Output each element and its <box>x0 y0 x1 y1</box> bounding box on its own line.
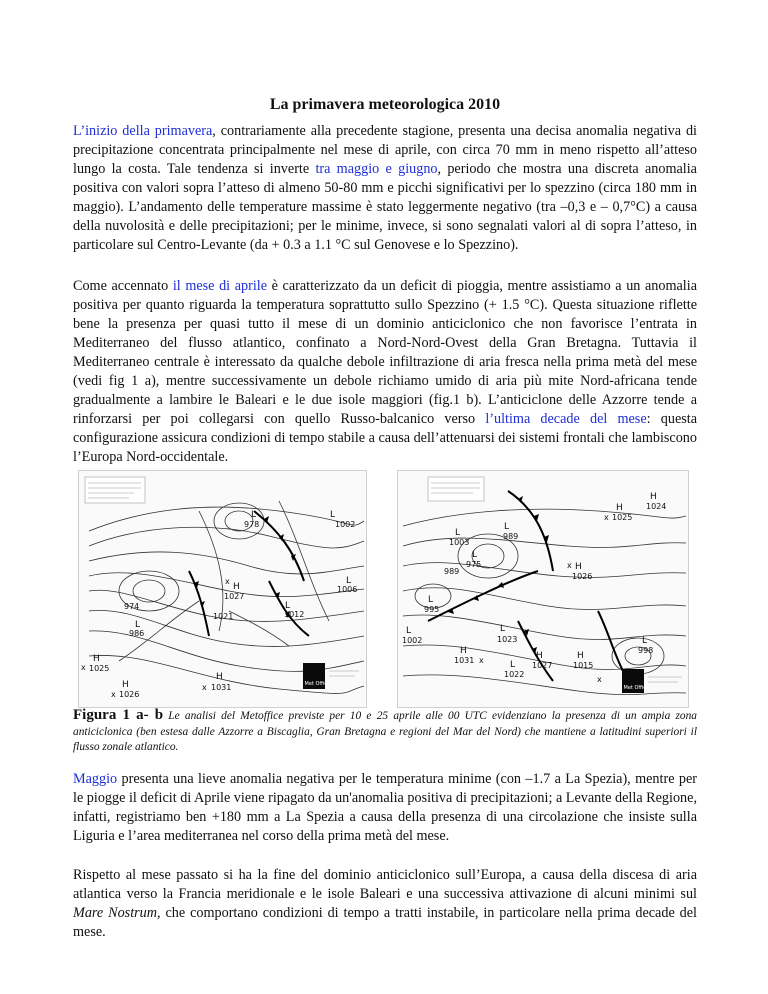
svg-text:x: x <box>479 656 484 665</box>
paragraph-rispetto <box>73 866 697 942</box>
svg-text:x: x <box>604 513 609 522</box>
svg-text:x: x <box>111 690 116 699</box>
map-b-label-975: 975 <box>466 560 482 569</box>
paragraph-intro-text-a: , contrariamente alla precedente stagione, presenta una decisa anomalia negativa di precipitazione concentrata principalmente nel mese di aprile, con circa 70 mm in meno rispetto all’atteso lungo la costa. Tale tendenza si inverte <box>73 123 697 177</box>
map-a-label-1025: 1025 <box>89 664 110 673</box>
svg-text:H: H <box>460 646 467 656</box>
svg-text:H: H <box>577 651 584 661</box>
svg-text:L: L <box>455 528 461 538</box>
weather-map-b <box>397 470 689 708</box>
map-b-label-1003: 1003 <box>449 538 470 547</box>
svg-text:x: x <box>567 561 572 570</box>
map-b-label-998: 998 <box>638 646 654 655</box>
map-b-label-1002: 1002 <box>402 636 423 645</box>
svg-text:L: L <box>504 522 510 532</box>
map-a-label-1021: 1021 <box>213 612 234 621</box>
weather-map-a <box>78 470 367 708</box>
map-a-label-974: 974 <box>124 602 140 611</box>
svg-text:H: H <box>122 680 129 690</box>
map-a-label-978: 978 <box>244 520 260 529</box>
link-inizio-primavera[interactable]: L’inizio della primavera <box>73 123 213 139</box>
link-ultima-decade[interactable]: l’ultima decade del mese <box>485 411 647 427</box>
map-a-label-1026: 1026 <box>119 690 140 699</box>
link-maggio-giugno[interactable]: tra maggio e giugno <box>315 161 438 177</box>
svg-text:L: L <box>406 626 412 636</box>
svg-text:L: L <box>428 595 434 605</box>
paragraph-maggio <box>73 770 697 846</box>
link-mese-aprile[interactable]: il mese di aprile <box>172 278 268 294</box>
map-b-label-1025: 1025 <box>612 513 633 522</box>
metoffice-logo-b: Met Office <box>623 685 650 691</box>
map-a-label-1027: 1027 <box>224 592 245 601</box>
map-b-label-1024: 1024 <box>646 502 667 511</box>
map-a-label-1031: 1031 <box>211 683 232 692</box>
svg-text:L: L <box>346 576 352 586</box>
svg-text:H: H <box>93 654 100 664</box>
paragraph-aprile <box>73 277 697 467</box>
paragraph-rispetto-text-a: Rispetto al mese passato si ha la fine del dominio anticiclonico sull’Europa, a causa della discesa di aria atlantica verso la Francia meridionale e le isole Baleari e una successiva attivazione di alcuni minimi sul <box>73 867 697 902</box>
svg-text:L: L <box>642 636 648 646</box>
map-b-label-1015: 1015 <box>573 661 594 670</box>
svg-text:L: L <box>251 510 257 520</box>
map-a-label-986: 986 <box>129 629 145 638</box>
svg-text:H: H <box>650 492 657 502</box>
svg-text:L: L <box>510 660 516 670</box>
paragraph-aprile-text-a: Come accennato <box>73 278 173 294</box>
paragraph-rispetto-text-b: , che comportano condizioni di tempo a tratti instabile, in particolare nella prima decade del mese. <box>73 905 697 940</box>
map-b-label-989b: 989 <box>444 567 460 576</box>
page-title: La primavera meteorologica 2010 <box>269 96 501 113</box>
map-b-label-989: 989 <box>503 532 519 541</box>
svg-text:L: L <box>330 510 336 520</box>
figure-label: Figura 1 a- b <box>73 707 164 723</box>
metoffice-logo-a: Met Office <box>304 681 331 687</box>
weather-map-a-graphic <box>79 471 366 707</box>
map-a-label-1012: 1012 <box>284 610 305 619</box>
map-b-label-1027: 1027 <box>532 661 553 670</box>
svg-text:L: L <box>135 620 141 630</box>
map-b-label-995: 995 <box>424 605 440 614</box>
figure-caption-text: Le analisi del Metoffice previste per 10 e 25 aprile alle 00 UTC evidenziano la presenza di un ampia zona anticiclonica (ben estesa dalle Azzorre a Biscaglia, Gran Bretagna e regioni del Mar del Nord) che mantiene a latitudini superiori il flusso zonale atlantico. <box>73 710 698 753</box>
map-a-label-1006: 1006 <box>337 585 358 594</box>
svg-text:x: x <box>597 675 602 684</box>
svg-text:H: H <box>575 562 582 572</box>
paragraph-intro-text-b: , periodo che mostra una discreta anomalia positiva con valori sopra l’atteso di almeno 50-80 mm e picchi significativi per lo spezzino (circa 180 mm in maggio). L’andamento delle temperature massime è stato leggermente negativo (tra –0,3 e – 0,7°C) a causa della nuvolosità e delle precipitazioni; per le minime, invece, si sono segnalati valori al di sopra l’atteso, in particolare sul Centro-Levante (da + 0.3 a 1.1 °C sul Genovese e lo Spezzino). <box>73 161 697 253</box>
link-maggio[interactable]: Maggio <box>73 771 118 787</box>
svg-text:H: H <box>216 672 223 682</box>
figure-caption <box>73 708 697 756</box>
svg-text:x: x <box>202 683 207 692</box>
map-b-label-1023: 1023 <box>497 635 518 644</box>
paragraph-aprile-text-b: è caratterizzato da un deficit di pioggia, mentre assistiamo a un anomalia positiva per quanto riguarda la temperatura soprattutto sullo Spezzino (+ 1.5 °C). Questa situazione riflette bene la presenza per quasi tutto il mese di un dominio anticiclonico che non favorisce l’entrata in Mediterraneo del flusso atlantico, confinato a Nord-Nord-Ovest della Gran Bretagna. Tuttavia il Mediterraneo centrale è interessato da qualche debole infiltrazione di aria fresca nella prima metà del mese (vedi fig 1 a), mentre successivamente un debole richiamo umido di aria più mite Nord-africana tende gradualmente a lambire le Baleari e le due isole maggiori (fig.1 b). L’anticiclone delle Azzorre tende a rinforzarsi per poi collegarsi con quello Russo-balcanico verso <box>73 278 697 427</box>
map-b-label-1031: 1031 <box>454 656 475 665</box>
paragraph-intro <box>73 122 697 255</box>
svg-text:H: H <box>536 651 543 661</box>
paragraph-maggio-text: presenta una lieve anomalia negativa per le temperatura minime (con –1.7 a La Spezia), mentre per le piogge il deficit di Aprile viene ripagato da un'anomalia positiva di precipitazioni; a Levante della Regione, infatti, registriamo ben +180 mm a La Spezia a causa della presenza di una circolazione che insiste sulla Liguria e l’area mediterranea nel corso della prima metà del mese. <box>73 771 697 844</box>
svg-text:L: L <box>500 624 506 634</box>
mare-nostrum-italic: Mare Nostrum <box>73 905 158 921</box>
map-a-label-1002: 1002 <box>335 520 356 529</box>
svg-text:L: L <box>285 601 291 611</box>
figure-maps <box>73 470 697 706</box>
svg-text:H: H <box>616 503 623 513</box>
paragraph-aprile-text-c: : questa configurazione assicura condizioni di tempo stabile a causa dell’attenuarsi dei sistemi frontali che lambiscono l’Europa Nord-occidentale. <box>73 411 698 465</box>
weather-map-b-graphic <box>398 471 688 707</box>
svg-text:x: x <box>81 663 86 672</box>
map-b-label-1026: 1026 <box>572 572 593 581</box>
svg-text:L: L <box>472 550 478 560</box>
svg-text:x: x <box>225 577 230 586</box>
map-b-label-1022: 1022 <box>504 670 525 679</box>
svg-text:H: H <box>233 582 240 592</box>
